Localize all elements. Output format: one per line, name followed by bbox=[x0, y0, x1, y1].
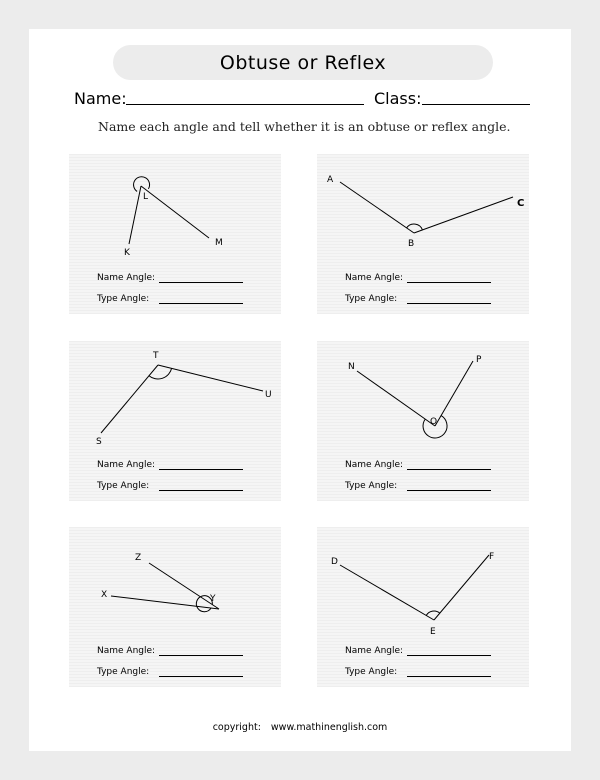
angle-figure bbox=[69, 154, 281, 314]
type-angle-row bbox=[345, 481, 491, 491]
point-label: Y bbox=[210, 594, 216, 604]
name-angle-label: Name Angle: bbox=[345, 646, 404, 656]
problem-panel-6 bbox=[317, 527, 529, 687]
point-label: L bbox=[143, 192, 149, 202]
problem-panel-5 bbox=[69, 527, 281, 687]
point-label: C bbox=[517, 198, 525, 209]
point-label: B bbox=[408, 239, 415, 249]
type-angle-blank[interactable] bbox=[407, 667, 491, 677]
name-angle-blank[interactable] bbox=[159, 460, 243, 470]
point-label: E bbox=[430, 627, 436, 637]
problem-panel-1 bbox=[69, 154, 281, 314]
name-angle-row bbox=[97, 646, 243, 656]
copyright-label: copyright: bbox=[212, 722, 261, 733]
point-label: O bbox=[430, 417, 438, 427]
name-angle-label: Name Angle: bbox=[97, 646, 156, 656]
name-angle-row bbox=[97, 273, 243, 283]
instructions: Name each angle and tell whether it is an obtuse or reflex angle. bbox=[98, 119, 511, 134]
name-angle-row bbox=[345, 646, 491, 656]
angle-figure bbox=[317, 341, 529, 501]
type-angle-row bbox=[345, 294, 491, 304]
name-angle-label: Name Angle: bbox=[97, 460, 156, 470]
point-label: N bbox=[348, 362, 355, 372]
type-angle-blank[interactable] bbox=[159, 667, 243, 677]
name-angle-blank[interactable] bbox=[407, 646, 491, 656]
point-label: S bbox=[96, 437, 102, 447]
type-angle-label: Type Angle: bbox=[345, 667, 398, 677]
type-angle-label: Type Angle: bbox=[345, 481, 398, 491]
type-angle-blank[interactable] bbox=[159, 294, 243, 304]
type-angle-row bbox=[97, 294, 243, 304]
type-angle-blank[interactable] bbox=[407, 294, 491, 304]
type-angle-row bbox=[345, 667, 491, 677]
point-label: K bbox=[124, 248, 130, 258]
name-angle-row bbox=[345, 273, 491, 283]
point-label: Z bbox=[135, 553, 142, 563]
type-angle-blank[interactable] bbox=[407, 481, 491, 491]
name-angle-label: Name Angle: bbox=[345, 460, 404, 470]
copyright-link[interactable]: www.mathinenglish.com bbox=[270, 722, 388, 733]
name-angle-label: Name Angle: bbox=[345, 273, 404, 283]
point-label: U bbox=[265, 390, 272, 400]
point-label: P bbox=[476, 355, 482, 365]
type-angle-label: Type Angle: bbox=[97, 294, 150, 304]
point-label: T bbox=[153, 351, 159, 361]
angle-figure bbox=[69, 341, 281, 501]
type-angle-row bbox=[97, 481, 243, 491]
name-angle-row bbox=[97, 460, 243, 470]
name-angle-blank[interactable] bbox=[159, 646, 243, 656]
type-angle-label: Type Angle: bbox=[97, 481, 150, 491]
class-label: Class: bbox=[374, 89, 422, 108]
point-label: F bbox=[489, 552, 495, 562]
name-label: Name: bbox=[74, 89, 127, 108]
name-angle-row bbox=[345, 460, 491, 470]
name-angle-blank[interactable] bbox=[407, 273, 491, 283]
angle-figure bbox=[317, 154, 529, 314]
name-angle-blank[interactable] bbox=[407, 460, 491, 470]
name-blank[interactable] bbox=[126, 104, 364, 105]
problem-panel-2 bbox=[317, 154, 529, 314]
type-angle-label: Type Angle: bbox=[345, 294, 398, 304]
point-label: D bbox=[331, 557, 338, 567]
worksheet-title: Obtuse or Reflex bbox=[113, 45, 493, 80]
problem-panel-3 bbox=[69, 341, 281, 501]
point-label: X bbox=[101, 590, 108, 600]
problem-panel-4 bbox=[317, 341, 529, 501]
name-angle-label: Name Angle: bbox=[97, 273, 156, 283]
point-label: M bbox=[215, 238, 223, 248]
copyright-footer bbox=[0, 722, 600, 733]
type-angle-label: Type Angle: bbox=[97, 667, 150, 677]
name-angle-blank[interactable] bbox=[159, 273, 243, 283]
type-angle-blank[interactable] bbox=[159, 481, 243, 491]
point-label: A bbox=[327, 175, 334, 185]
type-angle-row bbox=[97, 667, 243, 677]
angle-figure bbox=[317, 527, 529, 687]
angle-figure bbox=[69, 527, 281, 687]
class-blank[interactable] bbox=[422, 104, 530, 105]
